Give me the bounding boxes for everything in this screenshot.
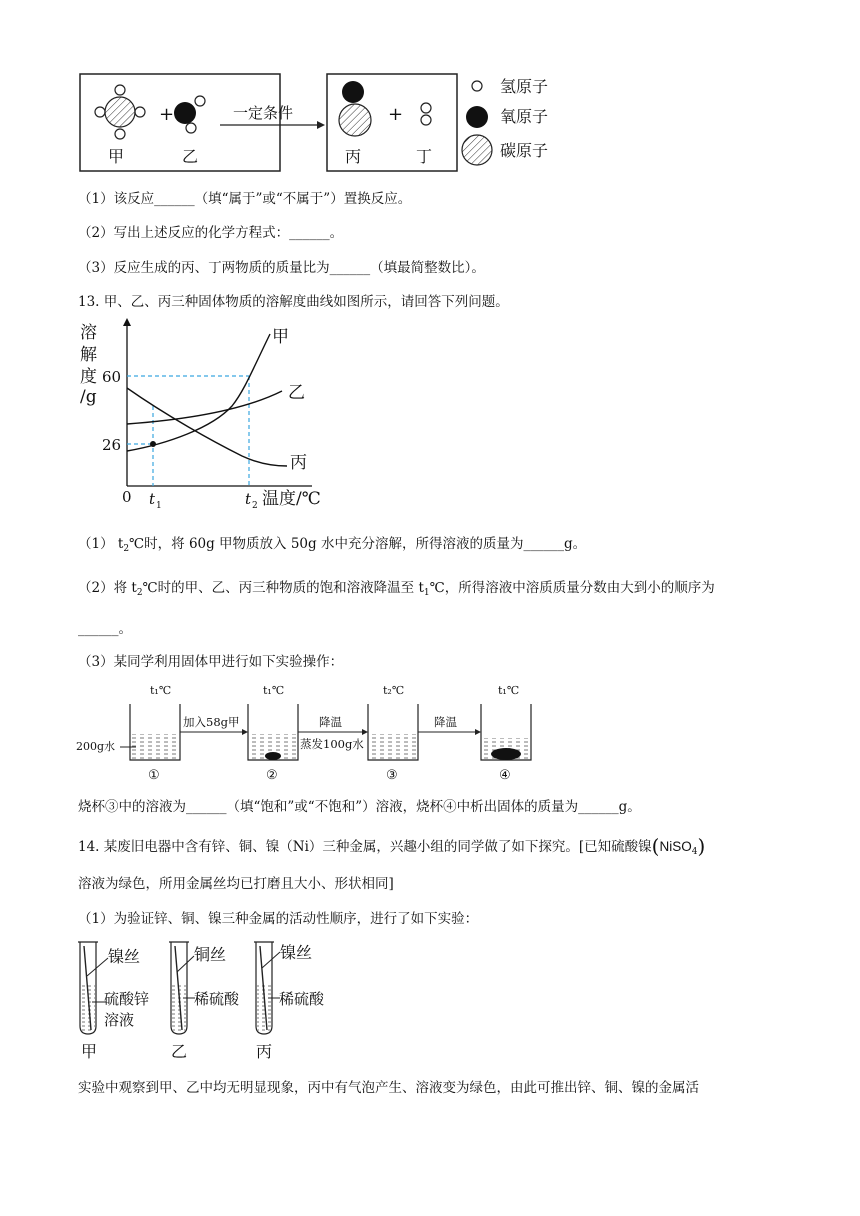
arrow1-label: 加入58g甲 — [183, 715, 240, 729]
series-label-jia: 甲 — [272, 327, 289, 347]
temp-4: t₁℃ — [498, 684, 520, 697]
q13-part1 — [78, 532, 586, 554]
beaker-num-4: ④ — [499, 768, 511, 783]
ylabel-char-1: 溶 — [80, 323, 97, 343]
label-yi: 乙 — [182, 147, 199, 166]
tube3-label: 丙 — [256, 1042, 273, 1061]
curve-yi — [127, 391, 282, 424]
legend-oxygen: 氧原子 — [500, 107, 549, 126]
arrow2-top: 降温 — [319, 715, 342, 729]
solubility-chart-svg — [72, 316, 342, 516]
h2-molecule — [421, 103, 431, 125]
q12-part1: （1）该反应______（填“属于”或“不属于”）置换反应。 — [78, 191, 412, 207]
xtick-t1: t — [149, 490, 156, 508]
tube1-sol2: 溶液 — [104, 1011, 135, 1029]
series-label-yi: 乙 — [288, 383, 305, 403]
tube1-sol1: 硫酸锌 — [104, 990, 150, 1008]
xlabel: 温度/℃ — [262, 489, 321, 509]
q13-p2-b: ℃时的甲、乙、丙三种物质的饱和溶液降温至 t — [142, 580, 424, 596]
q14-formula: NiSO — [659, 839, 692, 854]
intersection-point — [150, 441, 156, 447]
tube1-label: 甲 — [81, 1042, 98, 1061]
test-tube-1 — [78, 942, 98, 1034]
q14-part1: （1）为验证锌、铜、镍三种金属的活动性顺序，进行了如下实验： — [78, 911, 479, 927]
solubility-chart — [72, 316, 342, 516]
beaker-1 — [130, 704, 180, 760]
tube2-sol: 稀硫酸 — [194, 990, 240, 1008]
beaker-num-2: ② — [266, 768, 278, 783]
tube1-wire: 镍丝 — [108, 947, 141, 966]
q13-p2-a: （2）将 t — [78, 580, 137, 596]
ytick-60: 60 — [102, 368, 122, 386]
tube2-wire: 铜丝 — [194, 945, 227, 964]
q13-p2-sub2: 1 — [423, 588, 430, 598]
xtick-0: 0 — [122, 488, 132, 506]
q13-part2-blank: ______。 — [78, 621, 132, 637]
test-tube-figure — [76, 936, 356, 1066]
legend-oxygen-icon — [466, 106, 488, 128]
reaction-condition: 一定条件 — [233, 104, 294, 122]
plus-sign-2: + — [388, 104, 404, 125]
beaker-2 — [248, 704, 298, 760]
legend-carbon-icon — [462, 135, 492, 165]
q13-p1-b: ℃时，将 60g 甲物质放入 50g 水中充分溶解，所得溶液的质量为______g。 — [129, 536, 587, 552]
q14-stem-a: 14. 某废旧电器中含有锌、铜、镍（Ni）三种金属，兴趣小组的同学做了如下探究。[已知硫酸镍 — [78, 839, 652, 855]
xtick-t2-sub: 2 — [252, 501, 258, 511]
q12-part2: （2）写出上述反应的化学方程式：______。 — [78, 225, 344, 241]
ylabel-char-2: 解 — [80, 345, 97, 365]
tube3-sol: 稀硫酸 — [279, 990, 325, 1008]
q13-part4: 烧杯③中的溶液为______（填“饱和”或“不饱和”）溶液，烧杯④中析出固体的质量为______g。 — [78, 799, 641, 815]
q13-part3: （3）某同学利用固体甲进行如下实验操作： — [78, 654, 344, 670]
q13-p2-sub: 2 — [136, 588, 143, 598]
temp-3: t₂℃ — [383, 684, 405, 697]
label-jia: 甲 — [108, 147, 125, 166]
q13-p2-c: ℃，所得溶液中溶质质量分数由大到小的顺序为 — [429, 580, 715, 596]
xtick-t1-sub: 1 — [156, 501, 162, 511]
beaker-num-3: ③ — [386, 768, 398, 783]
xtick-t2: t — [245, 490, 252, 508]
q12-part3: （3）反应生成的丙、丁两物质的质量比为______（填最简整数比）。 — [78, 260, 485, 276]
beaker-4 — [481, 704, 531, 760]
ylabel-char-4: /g — [80, 387, 97, 407]
series-label-bing: 丙 — [290, 453, 307, 473]
test-tube-2 — [169, 942, 189, 1034]
test-tube-diagram — [76, 936, 356, 1066]
legend-hydrogen: 氢原子 — [500, 77, 549, 96]
legend-hydrogen-icon — [472, 81, 482, 91]
temp-2: t₁℃ — [263, 684, 285, 697]
tube2-label: 乙 — [171, 1042, 188, 1061]
arrow3-label: 降温 — [434, 715, 457, 729]
q14-conclusion: 实验中观察到甲、乙中均无明显现象，丙中有气泡产生、溶液变为绿色，由此可推出锌、铜、镍的金属活 — [78, 1080, 699, 1096]
beaker-diagram — [76, 676, 536, 788]
reaction-diagram — [70, 70, 590, 180]
label-bing: 丙 — [345, 147, 362, 166]
reaction-figure — [70, 70, 590, 180]
beaker-3 — [368, 704, 418, 760]
q13-p1-a: （1） t — [78, 536, 124, 552]
test-tube-3 — [254, 942, 274, 1034]
q14-stem-line2: 溶液为绿色，所用金属丝均已打磨且大小、形状相同] — [78, 876, 394, 892]
beaker-num-1: ① — [148, 768, 160, 783]
water-label: 200g水 — [76, 740, 116, 753]
q13-stem: 13. 甲、乙、丙三种固体物质的溶解度曲线如图所示，请回答下列问题。 — [78, 294, 509, 310]
q13-part2 — [78, 576, 715, 598]
temp-1: t₁℃ — [150, 684, 172, 697]
beaker-figure — [76, 676, 536, 788]
plus-sign: + — [159, 104, 175, 125]
q13-p1-sub: 2 — [123, 544, 130, 554]
label-ding: 丁 — [416, 147, 433, 166]
arrow2-bottom: 蒸发100g水 — [300, 737, 364, 751]
methane-molecule — [95, 85, 145, 139]
legend-carbon: 碳原子 — [500, 141, 549, 160]
water-molecule — [174, 96, 205, 133]
ytick-26: 26 — [102, 436, 122, 454]
ylabel-char-3: 度 — [80, 367, 97, 387]
q14-formula-sub: 4 — [691, 847, 698, 857]
tube3-wire: 镍丝 — [280, 943, 313, 962]
q14-stem-line1: 14. 某废旧电器中含有锌、铜、镍（Ni）三种金属，兴趣小组的同学做了如下探究。[已知硫酸镍(NiSO$_4$) — [78, 834, 706, 858]
co-molecule — [339, 81, 371, 136]
